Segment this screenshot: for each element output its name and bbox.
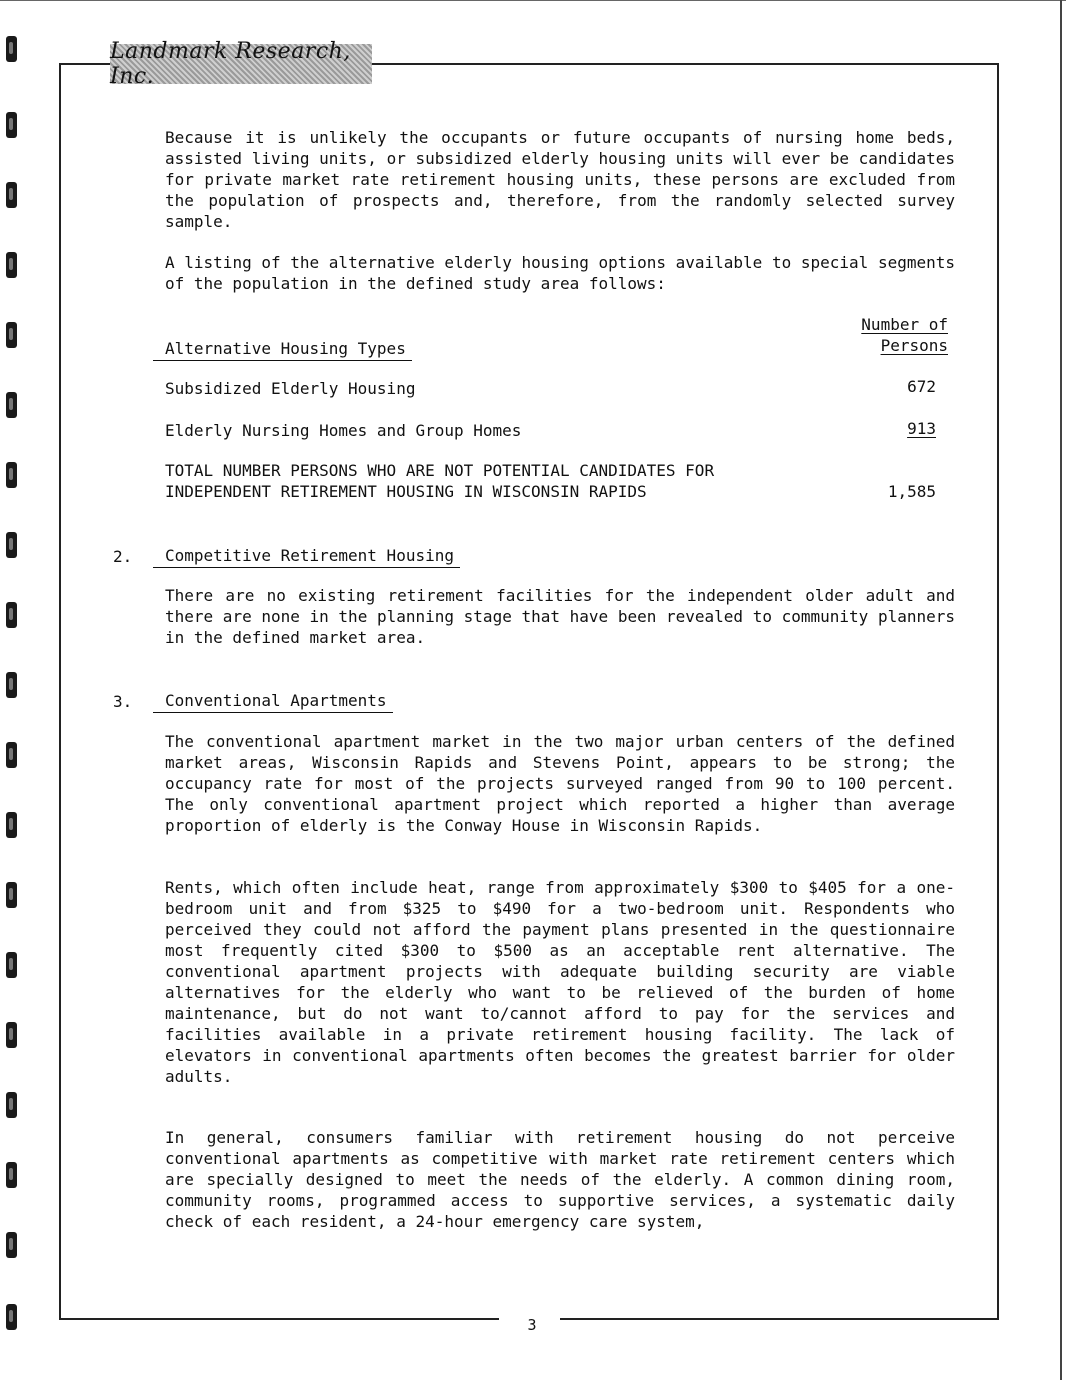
section-2-title: Competitive Retirement Housing [153,545,460,568]
page-number: 3 [527,1316,537,1334]
section-3-number: 3. [113,692,133,711]
company-logo [110,39,372,89]
table-row-value: 913 [907,419,936,438]
binder-hole [6,742,17,768]
binder-hole [6,882,17,908]
intro-paragraph-1: Because it is unlikely the occupants or future occupants of nursing home beds, assisted living units, or subsidized elderly housing units will ever be candidates for private market rate retirement housing units, these persons are excluded from the population of prospects and, therefore, from the randomly selected survey sample. [165,128,955,231]
housing-types-column-header: Alternative Housing Types [153,338,412,361]
binder-hole [6,462,17,488]
section-3-paragraph-3: In general, consumers familiar with retirement housing do not perceive conventional apartments as competitive with market rate retirement centers which are specially designed to meet the needs of the elderly. A common dining room, community rooms, programmed access to supportive services, a systematic daily check of each resident, a 24-hour emergency care system, [165,1128,955,1231]
binder-hole [6,1232,17,1258]
binder-hole [6,1304,17,1330]
total-label-line1: TOTAL NUMBER PERSONS WHO ARE NOT POTENTIAL CANDIDATES FOR [165,461,715,480]
binder-hole [6,532,17,558]
section-2-paragraph: There are no existing retirement facilities for the independent older adult and there are none in the planning stage that have been revealed to community planners in the defined market area. [165,586,955,647]
binder-hole [6,812,17,838]
binder-hole [6,1092,17,1118]
table-row-label: Subsidized Elderly Housing [165,379,416,398]
binder-hole [6,1022,17,1048]
section-3-paragraph-1: The conventional apartment market in the two major urban centers of the defined market areas, Wisconsin Rapids and Stevens Point, appears to be strong; the occupancy rate for most of the projects surveyed ranged from 90 to 100 percent. The only conventional apartment project which reported a higher than average proportion of elderly is the Conway House in Wisconsin Rapids. [165,732,955,835]
binder-hole [6,672,17,698]
logo-text: Landmark Research, Inc. [110,39,351,89]
total-label-line2: INDEPENDENT RETIREMENT HOUSING IN WISCONSIN RAPIDS [165,482,647,501]
binder-hole [6,392,17,418]
page-top-edge [0,0,1066,1]
section-3-paragraph-2: Rents, which often include heat, range from approximately $300 to $405 for a one-bedroom unit and from $325 to $490 for a two-bedroom unit. Respondents who perceived they could not afford the payment plans presented in the questionnaire most frequently cited $300 to $500 as an acceptable rent alternative. The conventional apartment projects with adequate building security are viable alternatives for the elderly who want to be relieved of the burden of home maintenance, but do not want to/cannot afford to pay for the services and facilities available in a private retirement housing facility. The lack of elevators in conventional apartments often becomes the greatest barrier for older adults. [165,878,955,1086]
section-2-number: 2. [113,547,133,566]
binder-hole [6,112,17,138]
persons-column-header-line1: Number of [861,315,948,334]
binder-hole [6,36,17,62]
binder-hole [6,182,17,208]
footer-rule-right [560,1318,999,1320]
table-row-value: 672 [907,377,936,396]
binder-hole [6,1162,17,1188]
persons-column-header-line2: Persons [880,336,948,355]
binder-hole [6,252,17,278]
total-value: 1,585 [887,482,936,501]
page-right-edge [1060,0,1062,1380]
binder-hole [6,602,17,628]
footer-rule-left [59,1318,499,1320]
binder-holes [6,0,22,1380]
table-row-label: Elderly Nursing Homes and Group Homes [165,421,522,440]
binder-hole [6,322,17,348]
section-3-title: Conventional Apartments [153,690,393,713]
intro-paragraph-2: A listing of the alternative elderly housing options available to special segments of the population in the defined study area follows: [165,253,955,293]
binder-hole [6,952,17,978]
